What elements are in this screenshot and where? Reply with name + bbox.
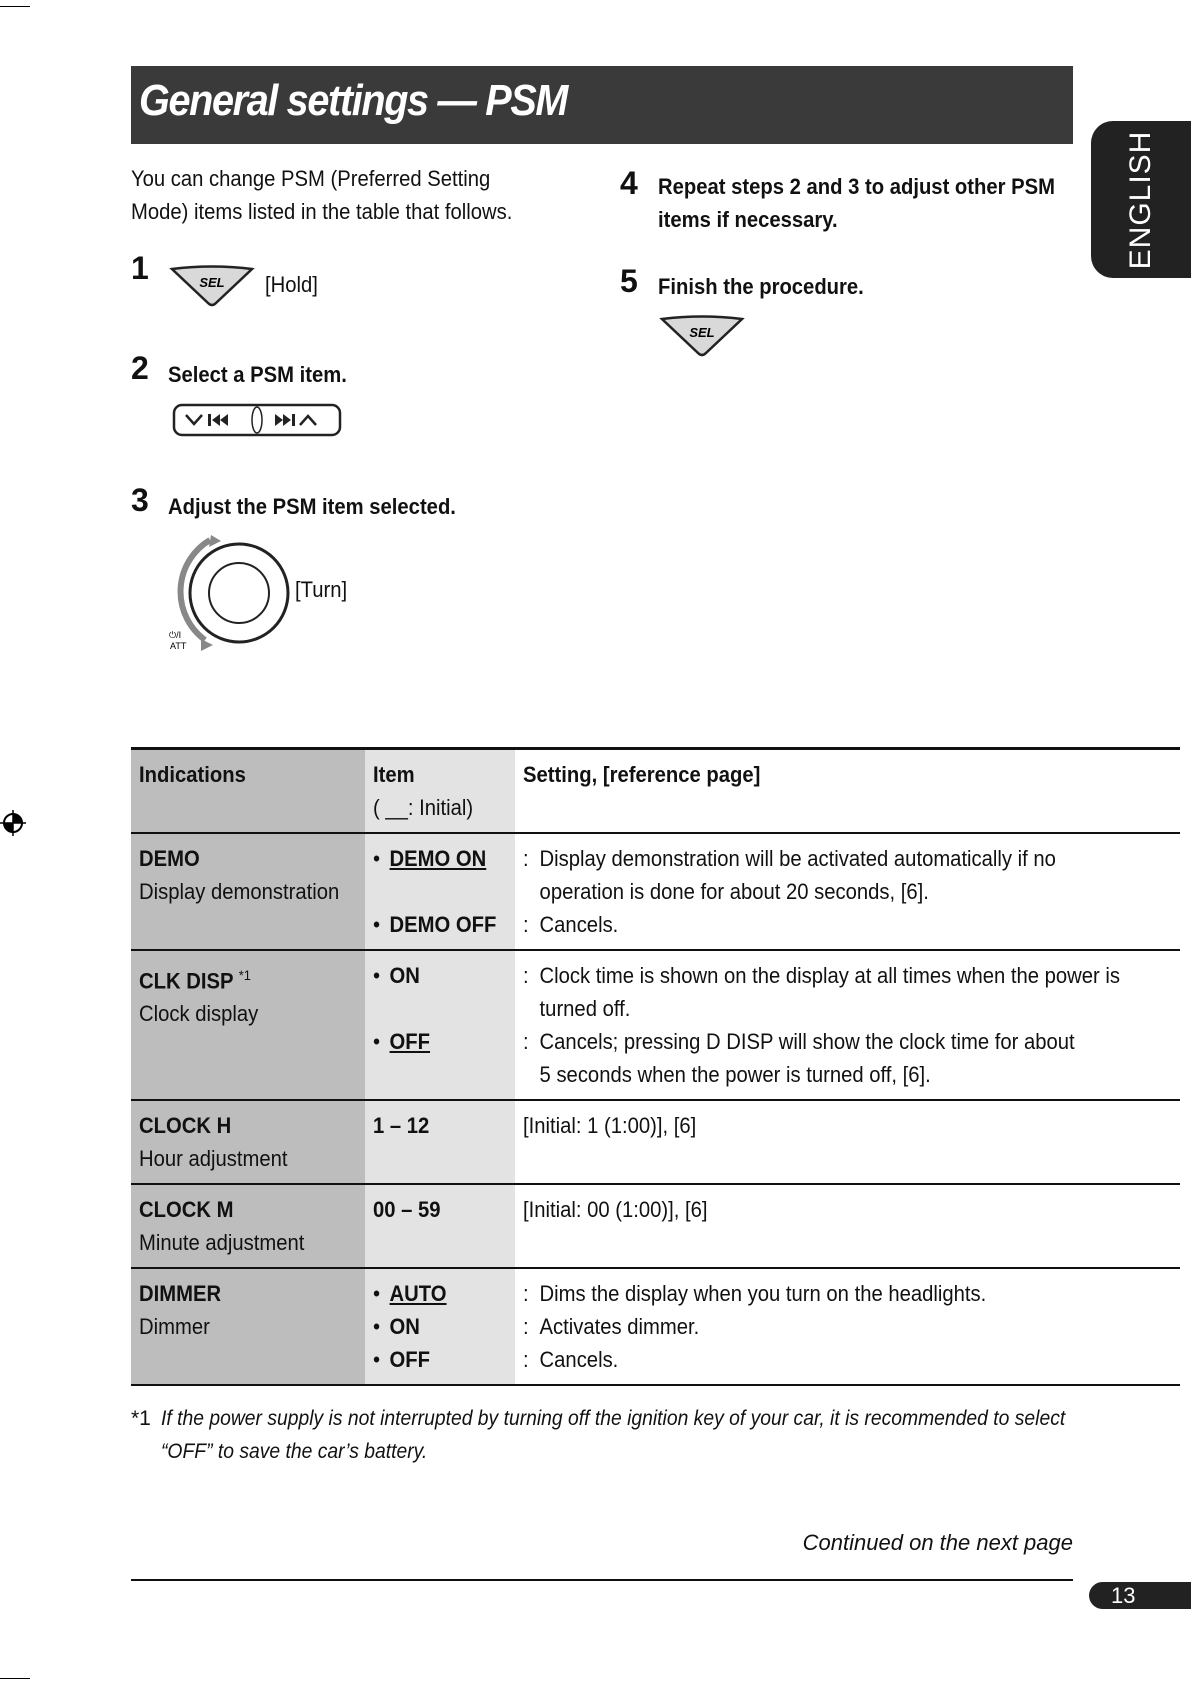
crop-mark [0, 1678, 30, 1679]
header-setting: Setting, [reference page] [522, 762, 761, 787]
item-option: OFF [389, 1347, 430, 1372]
table-row [131, 1100, 1180, 1184]
item-option: ON [389, 963, 420, 988]
step-3-text: Adjust the PSM item selected. [168, 494, 456, 519]
language-tab [1091, 121, 1191, 278]
indication-name: CLOCK M [139, 1197, 234, 1222]
setting-text: turned off. [539, 996, 631, 1021]
knob-label-top: ⏻/I [169, 630, 182, 640]
footnote [131, 1402, 1081, 1468]
step-5-number: 5 [620, 263, 638, 299]
indication-desc: Clock display [139, 1001, 259, 1027]
page-number: 13 [1111, 1583, 1136, 1608]
step-2-number: 2 [131, 350, 149, 386]
item-range: 00 – 59 [372, 1197, 441, 1222]
table-header-row [131, 749, 1180, 834]
item-option: OFF [389, 1029, 430, 1054]
setting-text: Dims the display when you turn on the headlights. [539, 1281, 987, 1306]
item-option: DEMO ON [389, 846, 486, 871]
indication-desc: Dimmer [139, 1314, 210, 1339]
title-bar [131, 66, 1073, 144]
step-5-text: Finish the procedure. [658, 274, 864, 299]
setting-text: operation is done for about 20 seconds, [6]. [539, 879, 929, 904]
step-4-text-line1: Repeat steps 2 and 3 to adjust other PSM [658, 174, 1056, 199]
step-4-text-line2: items if necessary. [658, 207, 838, 232]
language-tab-label: ENGLISH [1124, 130, 1157, 269]
step-1-number: 1 [131, 250, 149, 286]
seek-buttons-icon [172, 403, 342, 437]
setting-text: 5 seconds when the power is turned off, [6]. [539, 1062, 931, 1087]
indication-name: CLK DISP [139, 968, 234, 994]
control-dial-icon [165, 535, 295, 655]
item-option: AUTO [389, 1281, 447, 1306]
continued-note: Continued on the next page [802, 1530, 1073, 1555]
crop-mark [0, 6, 30, 7]
indication-name: DIMMER [139, 1281, 222, 1306]
sel-button-icon [170, 265, 254, 307]
step-3-number: 3 [131, 482, 149, 518]
table-row [131, 1184, 1180, 1268]
footnote-text: If the power supply is not interrupted by turning off the ignition key of your car, it is recommended to select “OFF” to save the car’s battery. [161, 1407, 1066, 1463]
page-title: General settings — PSM [139, 76, 568, 125]
table-row: DEMO Display demonstration • DEMO ON • DEMO OFF : Display demonstration will be activated automatically if no operation is done for about 20 seconds, [6]. : Cancels. [131, 833, 1180, 950]
indication-name: CLOCK H [139, 1113, 232, 1138]
setting-text: Cancels. [539, 912, 619, 937]
psm-table [131, 747, 1180, 1386]
item-range: 1 – 12 [372, 1113, 429, 1138]
step-4-number: 4 [620, 165, 638, 201]
table-row: CLK DISP $^{*1}$ Clock display • ON • OFF : Clock time is shown on the display at all times when the power is turned off. : Cancels; pressing D DISP will show the clock time for about 5 seconds when the power is turned off, [6]. [131, 950, 1180, 1100]
header-item-note: ( __: Initial) [372, 795, 473, 820]
sel-button-label: SEL [689, 325, 715, 340]
setting-text: [Initial: 1 (1:00)], [6] [522, 1113, 697, 1138]
page-number-tab [1089, 1582, 1191, 1609]
setting-text: Display demonstration will be activated automatically if no [539, 846, 1056, 871]
step-3-caption: [Turn] [295, 577, 348, 602]
table-row: DIMMER Dimmer • AUTO • ON • OFF : Dims the display when you turn on the headlights. : Activates dimmer. : Cancels. [131, 1268, 1180, 1385]
indication-desc: Hour adjustment [139, 1146, 288, 1171]
knob-label-bottom: ATT [170, 641, 187, 651]
header-item: Item [372, 762, 415, 787]
header-indications: Indications [139, 762, 246, 787]
indication-name: DEMO [139, 846, 200, 871]
item-option: ON [389, 1314, 420, 1339]
registration-mark-icon [0, 810, 26, 836]
bottom-divider [131, 1579, 1073, 1581]
setting-text: Activates dimmer. [539, 1314, 700, 1339]
setting-text: Clock time is shown on the display at all times when the power is [539, 963, 1120, 988]
sel-button-label: SEL [199, 275, 225, 290]
indication-desc: Display demonstration [139, 879, 340, 904]
footnote-mark: *1 [131, 1407, 151, 1430]
intro-text: You can change PSM (Preferred Setting Mode) items listed in the table that follows. [131, 166, 513, 224]
sel-button-icon [660, 315, 744, 357]
step-2-text: Select a PSM item. [168, 362, 347, 387]
indication-desc: Minute adjustment [139, 1230, 305, 1255]
footnote-mark: *1 [238, 967, 251, 983]
setting-text: Cancels; pressing D DISP will show the clock time for about [539, 1029, 1075, 1054]
setting-text: Cancels. [539, 1347, 619, 1372]
step-1-caption: [Hold] [265, 272, 318, 297]
setting-text: [Initial: 00 (1:00)], [6] [522, 1197, 708, 1222]
item-option: DEMO OFF [389, 912, 497, 937]
